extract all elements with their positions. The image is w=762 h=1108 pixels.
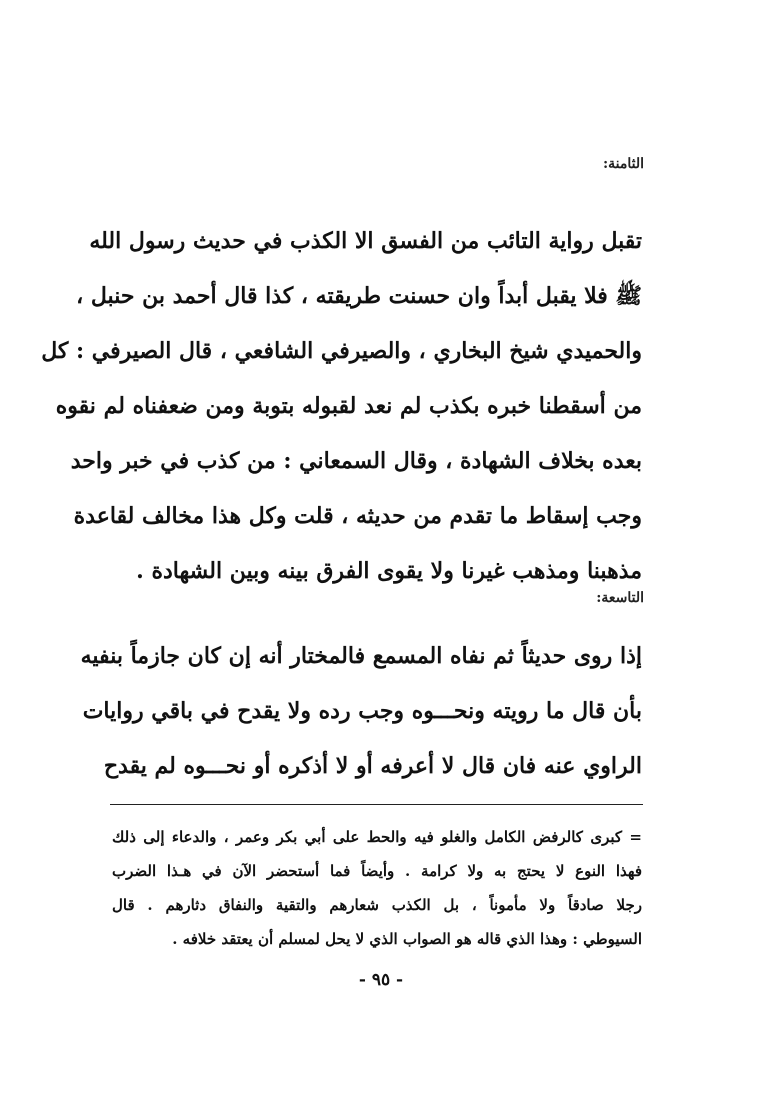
body-line: إذا روى حديثاً ثم نفاه المسمع فالمختار أنه إن كان جازماً بنفيه: [80, 643, 642, 669]
body-line: تقبل رواية التائب من الفسق الا الكذب في حديث رسول الله: [89, 228, 642, 254]
footnote-line: فهذا النوع لا يحتج به ولا كرامة . وأيضاً فما أستحضر الآن في هـذا الضرب: [112, 862, 642, 880]
section-body-eighth: [41, 214, 642, 599]
footnote: [112, 820, 642, 956]
footnote-divider: [110, 804, 643, 805]
body-line: بأن قال ما رويته ونحـــوه وجب رده ولا يقدح في باقي روايات: [82, 698, 642, 724]
body-line: والحميدي شيخ البخاري ، والصيرفي الشافعي ، قال الصيرفي : كل: [41, 338, 642, 364]
page-number: - ٩٥ -: [358, 970, 404, 990]
section-heading-ninth: التاسعة:: [596, 590, 644, 606]
footnote-line: = كبرى كالرفض الكامل والغلو فيه والحط على أبي بكر وعمر ، والدعاء إلى ذلك: [112, 828, 642, 846]
body-line: الراوي عنه فان قال لا أعرفه أو لا أذكره أو نحـــوه لم يقدح: [103, 753, 642, 779]
body-line: بعده بخلاف الشهادة ، وقال السمعاني : من كذب في خبر واحد: [70, 448, 642, 474]
body-line: مذهبنا ومذهب غيرنا ولا يقوى الفرق بينه وبين الشهادة .: [136, 558, 642, 584]
section-body-ninth: [80, 629, 642, 794]
body-line: ﷺ فلا يقبل أبداً وان حسنت طريقته ، كذا قال أحمد بن حنبل ،: [76, 283, 642, 309]
footnote-line: رجلا صادقاً ولا مأموناً ، بل الكذب شعارهم والتقية والنفاق دثارهم . قال: [112, 896, 642, 914]
body-line: من أسقطنا خبره بكذب لم نعد لقبوله بتوبة ومن ضعفناه لم نقوه: [55, 393, 642, 419]
body-line: وجب إسقاط ما تقدم من حديثه ، قلت وكل هذا مخالف لقاعدة: [73, 503, 642, 529]
section-heading-eighth: الثامنة:: [602, 156, 644, 172]
footnote-line: السيوطي : وهذا الذي قاله هو الصواب الذي لا يحل لمسلم أن يعتقد خلافه .: [172, 930, 642, 948]
